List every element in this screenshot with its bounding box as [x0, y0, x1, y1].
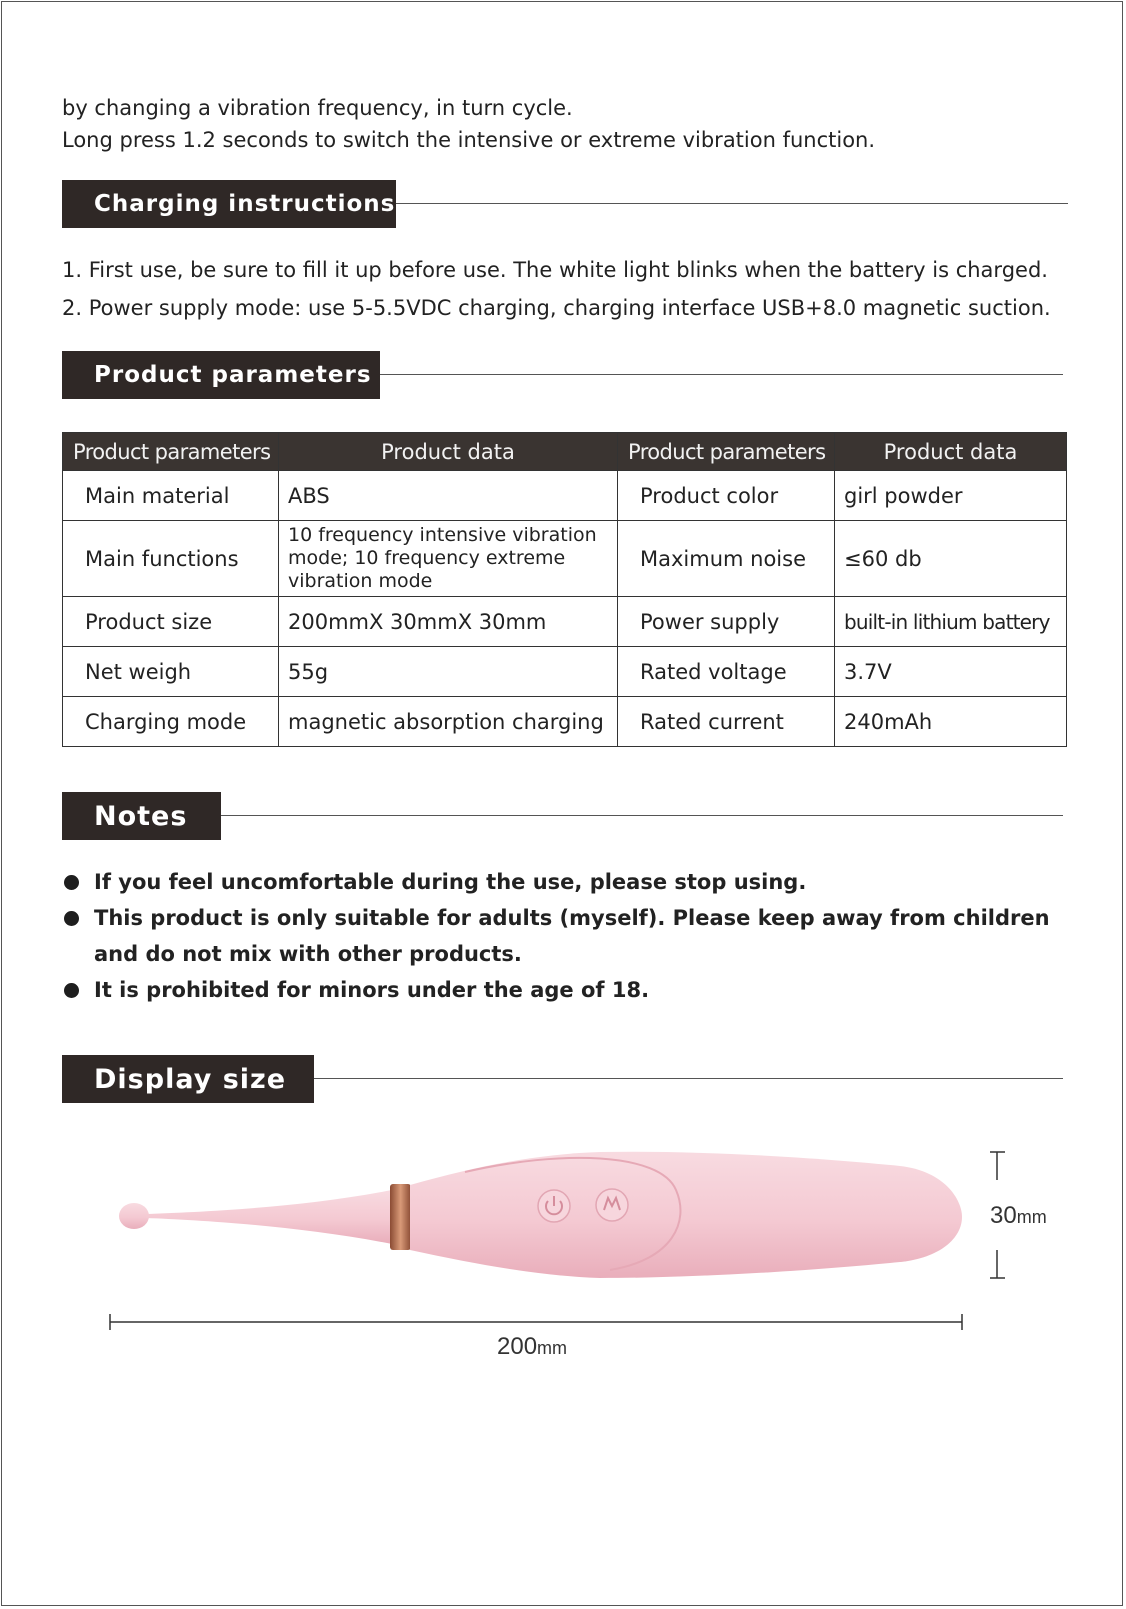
param-value: magnetic absorption charging [279, 697, 618, 747]
section-divider [314, 1078, 1063, 1079]
list-item [62, 864, 1050, 900]
param-value: ABS [279, 471, 618, 521]
table-row [63, 647, 1067, 697]
bullet-icon [64, 875, 79, 890]
table-row [63, 471, 1067, 521]
param-name: Main functions [63, 521, 279, 597]
svg-text:200mm [497, 1333, 567, 1360]
notes-list [62, 864, 1050, 1008]
param-value: 10 frequency intensive vibration mode; 10 frequency extreme vibration mode [279, 521, 618, 597]
list-item [62, 900, 1050, 936]
power-button-icon [538, 1190, 570, 1222]
table-row [63, 597, 1067, 647]
height-value: 30 [990, 1202, 1017, 1229]
column-header: Product parameters [618, 433, 835, 471]
notes-section-title: Notes [62, 792, 221, 840]
charging-list [62, 251, 1051, 327]
section-divider [396, 203, 1068, 204]
table-row [63, 521, 1067, 597]
display-section-title: Display size [62, 1055, 314, 1103]
param-name: Rated current [618, 697, 835, 747]
note-text: If you feel uncomfortable during the use, please stop using. [94, 870, 807, 894]
parameters-table [62, 432, 1067, 747]
param-value: girl powder [835, 471, 1067, 521]
notes-section-header [62, 792, 1063, 840]
section-divider [221, 815, 1063, 816]
param-value: 240mAh [835, 697, 1067, 747]
charging-item-2: 2. Power supply mode: use 5-5.5VDC charging, charging interface USB+8.0 magnetic suction. [62, 296, 1051, 320]
param-name: Product color [618, 471, 835, 521]
height-unit: mm [1016, 1207, 1047, 1227]
param-name: Main material [63, 471, 279, 521]
charging-section-header [62, 180, 1068, 228]
param-name: Power supply [618, 597, 835, 647]
list-item-continuation [62, 936, 1050, 972]
param-name: Net weigh [63, 647, 279, 697]
svg-text:30mm [990, 1202, 1047, 1229]
param-name: Rated voltage [618, 647, 835, 697]
copper-ring [390, 1184, 411, 1250]
bullet-icon [64, 983, 79, 998]
param-name: Maximum noise [618, 521, 835, 597]
table-row [63, 697, 1067, 747]
product-tip [119, 1190, 392, 1244]
display-section-header [62, 1055, 1063, 1103]
note-text: It is prohibited for minors under the age of 18. [94, 978, 650, 1002]
intro-line-2: Long press 1.2 seconds to switch the intensive or extreme vibration function. [62, 128, 876, 152]
param-value: built-in lithium battery [835, 597, 1067, 647]
product-body [410, 1152, 962, 1278]
column-header: Product parameters [63, 433, 279, 471]
note-text: This product is only suitable for adults (myself). Please keep away from children [94, 906, 1050, 930]
list-item [62, 972, 1050, 1008]
param-value: 3.7V [835, 647, 1067, 697]
charging-item-1: 1. First use, be sure to fill it up before use. The white light blinks when the battery is charged. [62, 258, 1048, 282]
intro-text [62, 92, 875, 156]
section-divider [380, 374, 1063, 375]
bullet-icon [64, 911, 79, 926]
param-value: 55g [279, 647, 618, 697]
column-header: Product data [835, 433, 1067, 471]
length-dimension-marker [110, 1314, 962, 1330]
charging-section-title: Charging instructions [62, 180, 396, 228]
mode-button-icon [596, 1189, 628, 1221]
intro-line-1: by changing a vibration frequency, in turn cycle. [62, 96, 573, 120]
parameters-section-title: Product parameters [62, 351, 380, 399]
table-header-row [63, 433, 1067, 471]
note-text: and do not mix with other products. [94, 942, 522, 966]
length-value: 200 [497, 1333, 538, 1360]
param-name: Product size [63, 597, 279, 647]
param-value: 200mmX 30mmX 30mm [279, 597, 618, 647]
param-value: ≤60 db [835, 521, 1067, 597]
product-illustration [0, 1110, 1126, 1370]
parameters-section-header [62, 351, 1063, 399]
column-header: Product data [279, 433, 618, 471]
length-unit: mm [537, 1338, 568, 1358]
param-name: Charging mode [63, 697, 279, 747]
